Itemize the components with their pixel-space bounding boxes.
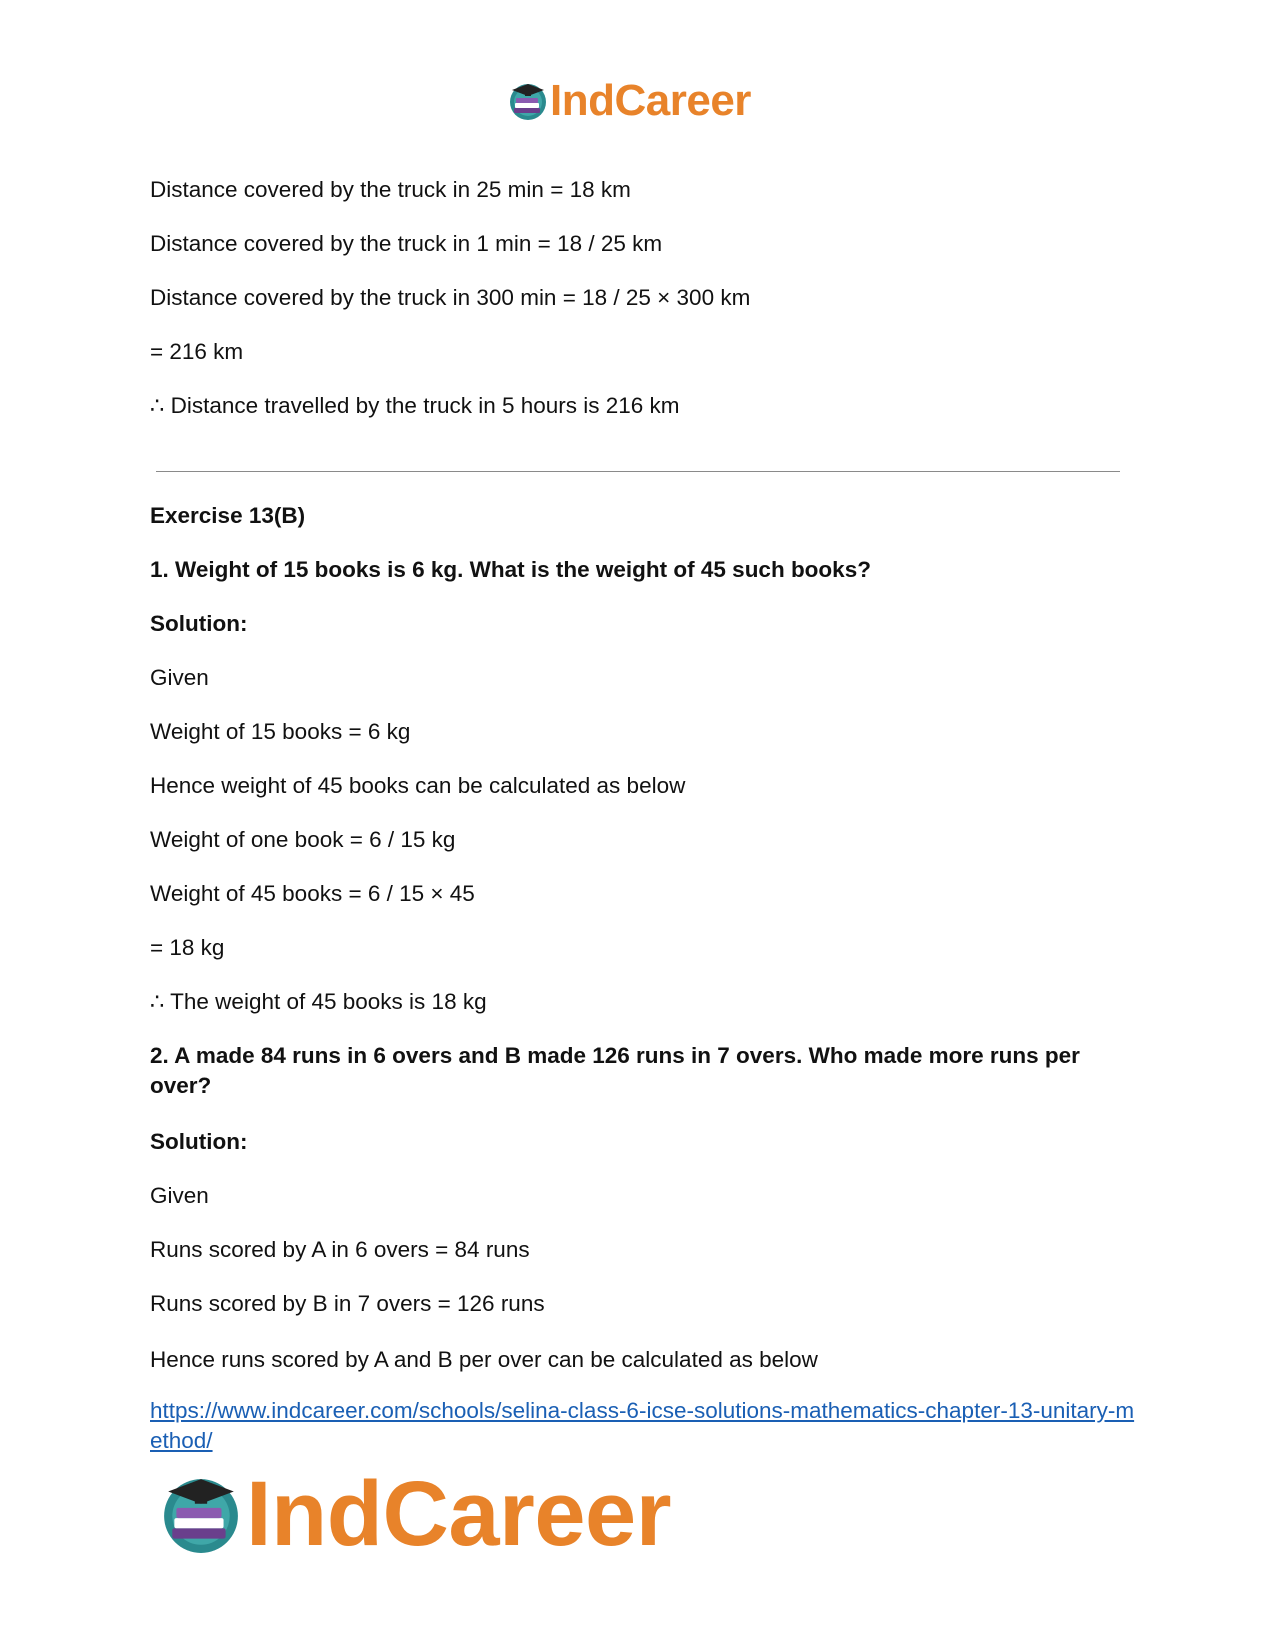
- text-line: Distance covered by the truck in 300 min = 18 / 25 × 300 km: [150, 285, 751, 310]
- text-line: Weight of 15 books = 6 kg: [150, 719, 411, 744]
- brand-wordmark: IndCareer: [550, 76, 751, 125]
- text-line: Distance covered by the truck in 1 min = 18 / 25 km: [150, 231, 663, 256]
- solution-label: Solution:: [150, 611, 248, 636]
- conclusion-line: ∴ The weight of 45 books is 18 kg: [150, 989, 487, 1014]
- solution-label: Solution:: [150, 1129, 248, 1154]
- text-line: Weight of one book = 6 / 15 kg: [150, 827, 456, 852]
- text-line: Runs scored by A in 6 overs = 84 runs: [150, 1237, 530, 1262]
- text-line: Hence runs scored by A and B per over can be calculated as below: [150, 1347, 818, 1372]
- text-line: Given: [150, 1183, 209, 1208]
- footer-logo: [160, 1463, 671, 1565]
- book-globe-icon: [508, 81, 548, 121]
- text-line: = 18 kg: [150, 935, 225, 960]
- horizontal-divider: [156, 471, 1120, 472]
- question-text: 1. Weight of 15 books is 6 kg. What is the weight of 45 such books?: [150, 557, 871, 582]
- conclusion-line: ∴ Distance travelled by the truck in 5 hours is 216 km: [150, 393, 680, 418]
- book-globe-icon: [160, 1473, 242, 1555]
- header-logo: [508, 76, 751, 126]
- brand-wordmark: IndCareer: [246, 1463, 671, 1565]
- text-line: Given: [150, 665, 209, 690]
- question-text: 2. A made 84 runs in 6 overs and B made 126 runs in 7 overs. Who made more runs per over?: [150, 1043, 1080, 1098]
- text-line: Distance covered by the truck in 25 min = 18 km: [150, 177, 631, 202]
- text-line: = 216 km: [150, 339, 244, 364]
- section-heading: Exercise 13(B): [150, 503, 306, 528]
- text-line: Hence weight of 45 books can be calculated as below: [150, 773, 686, 798]
- text-line: Runs scored by B in 7 overs = 126 runs: [150, 1291, 545, 1316]
- source-link[interactable]: https://www.indcareer.com/schools/selina-class-6-icse-solutions-mathematics-chapter-13-unitary-method/: [150, 1398, 1135, 1453]
- text-line: Weight of 45 books = 6 / 15 × 45: [150, 881, 475, 906]
